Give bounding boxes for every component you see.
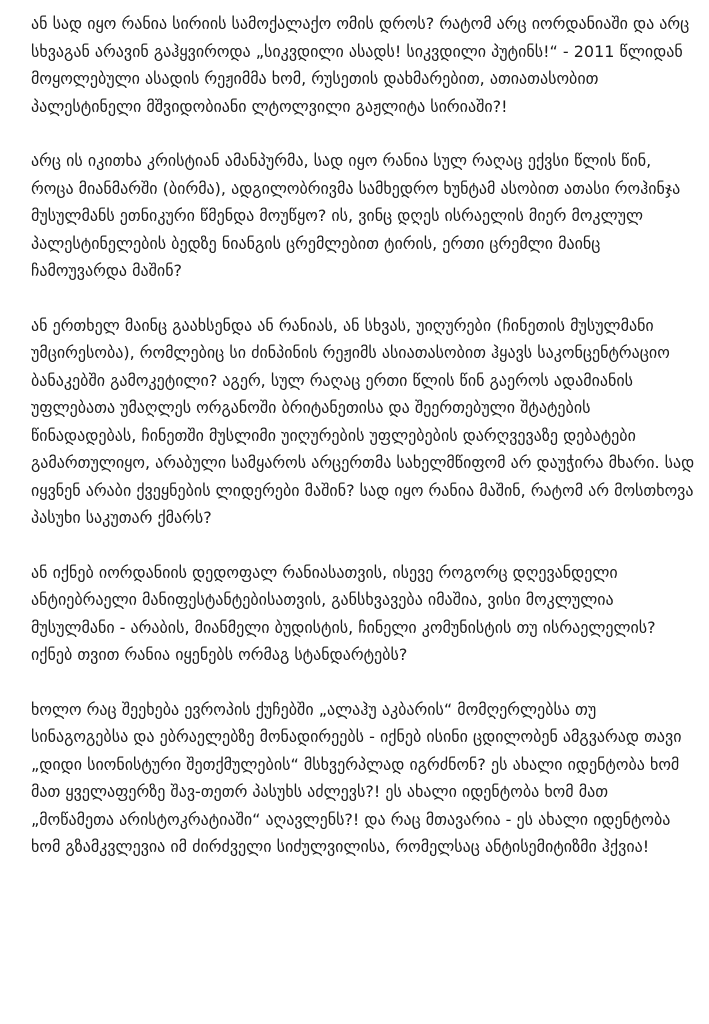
paragraph-1: ან სად იყო რანია სირიის სამოქალაქო ომის დროს? რატომ არც იორდანიაში და არც სხვაგან არავინ გაჰყვიროდა „სიკვდილი ასადს! სიკვდილი პუტინს!“ - 2011 წლიდან მოყოლებული ასადის რეჟიმმა ხომ, რუსეთის დახმარებით, ათიათასობით პალესტინელი მშვიდობიანი ლტოლვილი გაჟლიტა სირიაში?! <box>31 14 690 116</box>
paragraph-4: ან იქნებ იორდანიის დედოფალ რანიასათვის, ისევე როგორც დღევანდელი ანტიებრაელი მანიფესტანტებისათვის, განსხვავება იმაშია, ვისი მოკლულია მუსულმანი - არაბის, მიანმელი ბუდისტის, ჩინელი კომუნისტის თუ ისრაელელის? იქნებ თვით რანია იყენებს ორმაგ სტანდარტებს? <box>31 562 656 664</box>
paragraph-5: ხოლო რაც შეეხება ევროპის ქუჩებში „ალაჰუ აკბარის“ მომღერლებსა თუ სინაგოგებსა და ებრაელებზე მონადირეებს - იქნებ ისინი ცდილობენ ამგვარად თავი „დიდი სიონისტური შეთქმულების“ მსხვერპლად იგრძნონ? ეს ახალი იდენტობა ხომ მათ ყველაფერზე შავ-თეთრ პასუხს აძლევს?! ეს ახალი იდენტობა ხომ მათ „მოწამეთა არისტოკრატიაში“ აღავლენს?! და რაც მთავარია - ეს ახალი იდენტობა ხომ გზამკვლევია იმ ძირძველი სიძულვილისა, რომელსაც ანტისემიტიზმი ჰქვია! <box>31 699 682 856</box>
paragraph-2: არც ის იკითხა კრისტიან ამანპურმა, სად იყო რანია სულ რაღაც ექვსი წლის წინ, როცა მიანმარში (ბირმა), ადგილობრივმა სამხედრო ხუნტამ ასობით ათასი როჰინჯა მუსულმანს ეთნიკური წმენდა მოუწყო? ის, ვინც დღეს ისრაელის მიერ მოკლულ პალესტინელების ბედზე ნიანგის ცრემლებით ტირის, ერთი ცრემლი მაინც ჩამოუვარდა მაშინ? <box>31 151 681 280</box>
article-body <box>31 10 695 888</box>
paragraph-3: ან ერთხელ მაინც გაახსენდა ან რანიას, ან სხვას, უიღურები (ჩინეთის მუსულმანი უმცირესობა), რომლებიც სი ძინპინის რეჟიმს ასიათასობით ჰყავს საკონცენტრაციო ბანაკებში გამოკეტილი? აგერ, სულ რაღაც ერთი წლის წინ გაეროს ადამიანის უფლებათა უმაღლეს ორგანოში ბრიტანეთისა და შეერთებული შტატების წინადადებას, ჩინეთში მუსლიმი უიღურების უფლებების დარღვევაზე დებატები გამართულიყო, არაბული სამყაროს არცერთმა სახელმწიფომ არ დაუჭირა მხარი. სად იყვნენ არაბი ქვეყნების ლიდერები მაშინ? სად იყო რანია მაშინ, რატომ არ მოსთხოვა პასუხი საკუთარ ქმარს? <box>31 315 695 527</box>
